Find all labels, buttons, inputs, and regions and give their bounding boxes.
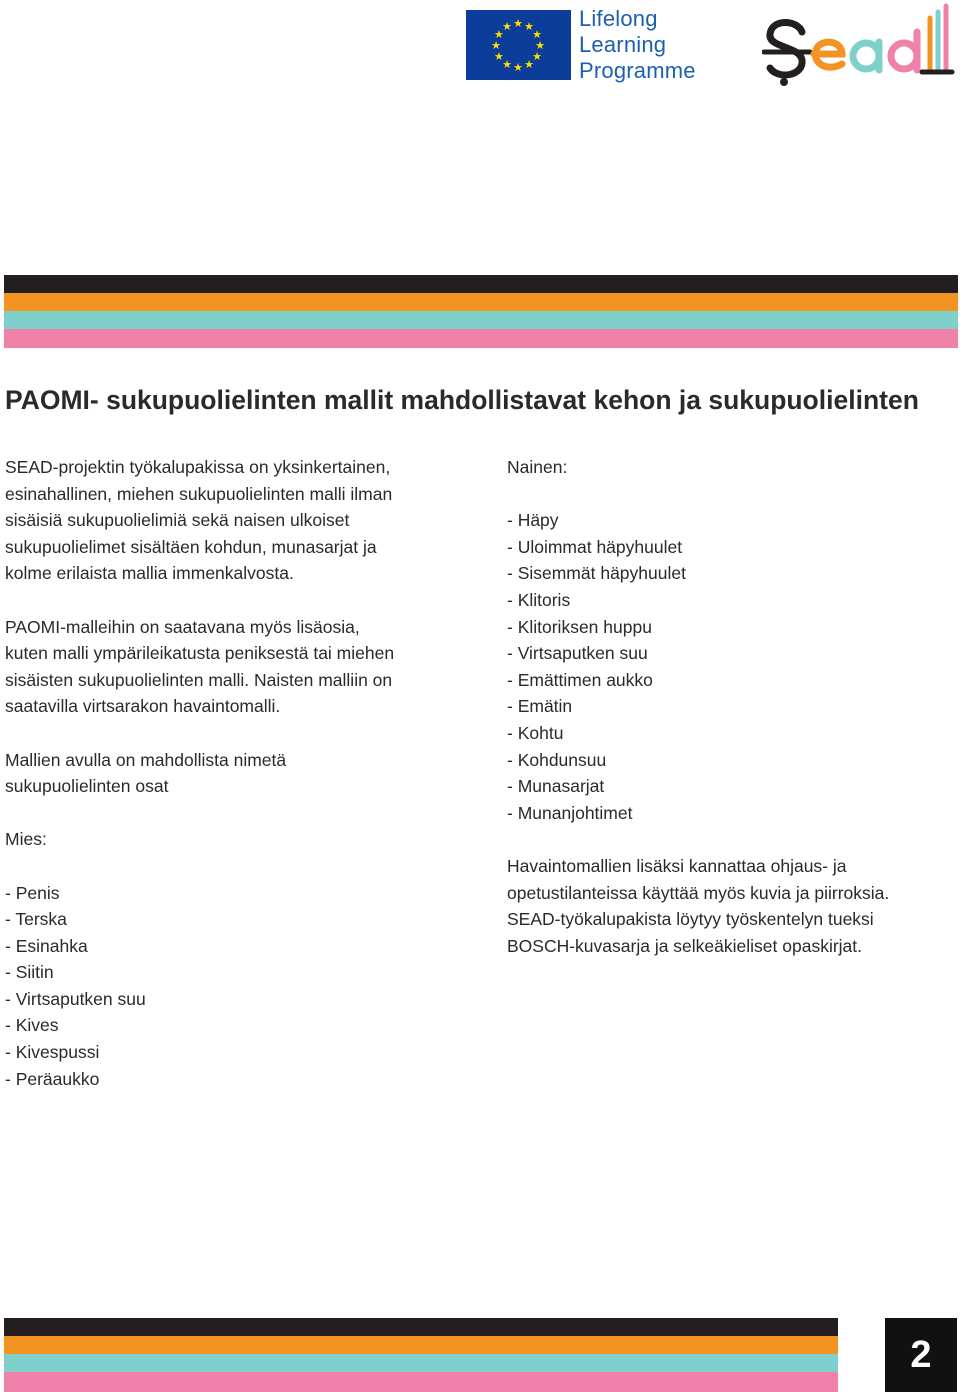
eu-star-icon: ★: [535, 39, 545, 52]
eu-star-icon: ★: [513, 61, 523, 74]
eu-star-icon: ★: [532, 28, 543, 41]
extras-paragraph: [5, 614, 485, 720]
eu-star-icon: ★: [524, 58, 534, 72]
stripe-pink: [4, 329, 958, 348]
stripe-orange: [4, 1336, 838, 1354]
list-item: - Klitoriksen huppu: [507, 616, 652, 637]
eu-stars: [466, 10, 571, 80]
eu-star-icon: ★: [502, 58, 512, 72]
eu-star-icon: ★: [513, 17, 523, 30]
text-line: sukupuolielimet sisältäen kohdun, munasarjat ja: [5, 536, 377, 557]
eu-star-icon: ★: [532, 50, 543, 63]
text-line: sisäisten sukupuolielinten malli. Naisten malliin on: [5, 669, 393, 690]
eu-star-icon: ★: [524, 19, 534, 33]
eu-flag-icon: [466, 10, 571, 80]
programme-name: [579, 6, 696, 84]
text-line: kuten malli ympärileikatusta peniksestä tai miehen: [5, 643, 395, 664]
female-parts-list: [507, 507, 947, 826]
list-item: - Uloimmat häpyhuulet: [507, 536, 683, 557]
stripe-teal: [4, 1354, 838, 1372]
female-heading: Nainen:: [507, 457, 568, 477]
sead-logo-graphic: [762, 2, 958, 90]
naming-paragraph: [5, 747, 485, 800]
programme-name-line: Programme: [579, 58, 696, 83]
male-heading: Mies:: [5, 829, 47, 850]
right-column: [507, 454, 947, 959]
stripe-pink: [4, 1372, 838, 1392]
list-item: - Munanjohtimet: [507, 802, 633, 823]
eu-star-icon: ★: [493, 50, 504, 63]
list-item: - Munasarjat: [507, 776, 605, 797]
text-line: kolme erilaista mallia immenkalvosta.: [5, 563, 294, 584]
male-parts-list: [5, 880, 485, 1093]
programme-name-line: Learning: [579, 32, 667, 57]
stripe-dark: [4, 1318, 838, 1336]
list-item: - Virtsaputken suu: [5, 988, 146, 1009]
stripe-teal: [4, 311, 958, 329]
stripe-dark: [4, 275, 958, 293]
list-item: - Kohdunsuu: [507, 749, 607, 770]
stripe-orange: [4, 293, 958, 311]
page-number-box: [885, 1318, 957, 1392]
list-item: - Kivespussi: [5, 1042, 100, 1063]
text-line: opetustilanteissa käyttää myös kuvia ja piirroksia.: [507, 882, 890, 903]
list-item: - Kohtu: [507, 722, 564, 743]
text-line: SEAD-projektin työkalupakissa on yksinkertainen,: [5, 457, 391, 477]
eu-star-icon: ★: [502, 19, 512, 33]
text-line: Havaintomallien lisäksi kannattaa ohjaus- ja: [507, 855, 847, 876]
text-line: sisäisiä sukupuolielimiä sekä naisen ulkoiset: [5, 510, 350, 531]
list-item: - Esinahka: [5, 935, 88, 956]
programme-name-line: Lifelong: [579, 6, 658, 31]
list-item: - Emättimen aukko: [507, 669, 653, 690]
list-item: - Peräaukko: [5, 1068, 100, 1089]
list-item: - Virtsaputken suu: [507, 643, 648, 664]
list-item: - Häpy: [507, 510, 559, 531]
eu-star-icon: ★: [493, 28, 504, 41]
eu-star-icon: ★: [491, 39, 501, 52]
list-item: - Emätin: [507, 696, 573, 717]
text-line: saatavilla virtsarakon havaintomalli.: [5, 696, 281, 717]
intro-paragraph: [5, 454, 485, 587]
list-item: - Terska: [5, 909, 67, 930]
list-item: - Siitin: [5, 962, 54, 983]
page-title: PAOMI- sukupuolielinten mallit mahdollistavat kehon ja sukupuolielinten: [5, 385, 919, 415]
list-item: - Klitoris: [507, 589, 571, 610]
text-line: PAOMI-malleihin on saatavana myös lisäosia,: [5, 616, 360, 637]
list-item: - Sisemmät häpyhuulet: [507, 563, 686, 584]
text-line: SEAD-työkalupakista löytyy työskentelyn tueksi: [507, 909, 874, 930]
text-line: Mallien avulla on mahdollista nimetä: [5, 749, 287, 770]
text-line: esinahallinen, miehen sukupuolielinten malli ilman: [5, 483, 393, 504]
text-line: sukupuolielinten osat: [5, 776, 169, 797]
page-number: 2: [910, 1334, 932, 1376]
list-item: - Penis: [5, 882, 60, 903]
list-item: - Kives: [5, 1015, 59, 1036]
left-column: [5, 454, 485, 1092]
text-line: BOSCH-kuvasarja ja selkeäkieliset opaskirjat.: [507, 935, 862, 956]
sead-logo: [762, 2, 958, 90]
closing-paragraph: [507, 853, 947, 959]
